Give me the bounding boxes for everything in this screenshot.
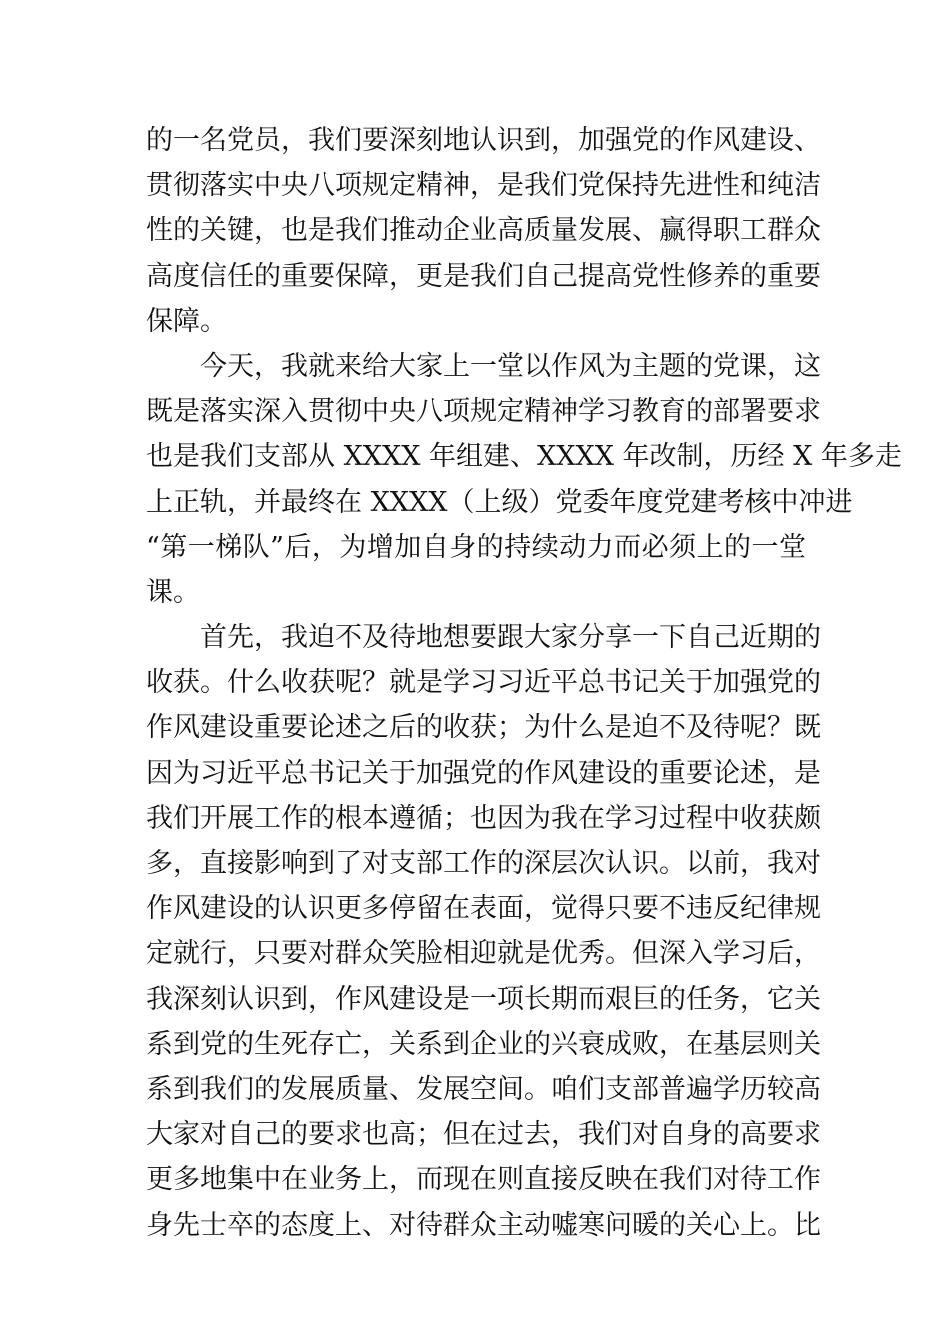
paragraph-3-line-10: 系到党的生死存亡，关系到企业的兴衰成败，在基层则关 (146, 1028, 821, 1060)
paragraph-2-line-1: 今天，我就来给大家上一堂以作风为主题的党课，这 (200, 350, 821, 382)
paragraph-1-line-2: 贯彻落实中央八项规定精神，是我们党保持先进性和纯洁 (146, 170, 821, 202)
paragraph-3-line-14: 身先士卒的态度上、对待群众主动嘘寒问暖的关心上。比 (146, 1209, 821, 1241)
paragraph-1-line-4: 高度信任的重要保障，更是我们自己提高党性修养的重要 (146, 260, 821, 292)
paragraph-1-line-3: 性的关键，也是我们推动企业高质量发展、赢得职工群众 (146, 215, 821, 247)
paragraph-3-line-5: 我们开展工作的根本遵循；也因为我在学习过程中收获颇 (146, 802, 821, 834)
paragraph-1-line-1: 的一名党员，我们要深刻地认识到，加强党的作风建设、 (146, 125, 821, 156)
paragraph-3-line-2: 收获。什么收获呢？就是学习习近平总书记关于加强党的 (146, 667, 821, 699)
paragraph-2-line-3: 也是我们支部从 XXXX 年组建、XXXX 年改制，历经 X 年多走 (146, 441, 902, 473)
paragraph-3-line-7: 作风建设的认识更多停留在表面，觉得只要不违反纪律规 (146, 893, 821, 925)
paragraph-3-line-4: 因为习近平总书记关于加强党的作风建设的重要论述，是 (146, 757, 821, 789)
paragraph-3-line-13: 更多地集中在业务上，而现在则直接反映在我们对待工作 (146, 1164, 821, 1196)
paragraph-2-line-5: “第一梯队”后，为增加自身的持续动力而必须上的一堂 (146, 531, 806, 563)
paragraph-1-line-5: 保障。 (146, 305, 227, 337)
paragraph-2-line-2: 既是落实深入贯彻中央八项规定精神学习教育的部署要求 (146, 396, 821, 428)
document-body (146, 118, 902, 1248)
paragraph-3-line-9: 我深刻认识到，作风建设是一项长期而艰巨的任务，它关 (146, 983, 821, 1015)
paragraph-3-line-3: 作风建设重要论述之后的收获；为什么是迫不及待呢？既 (146, 712, 821, 744)
paragraph-3-line-6: 多，直接影响到了对支部工作的深层次认识。以前，我对 (146, 848, 821, 879)
paragraph-3-line-8: 定就行，只要对群众笑脸相迎就是优秀。但深入学习后， (146, 938, 821, 970)
paragraph-3-line-1: 首先，我迫不及待地想要跟大家分享一下自己近期的 (200, 622, 821, 654)
paragraph-3-line-12: 大家对自己的要求也高；但在过去，我们对自身的高要求 (146, 1119, 821, 1151)
paragraph-2-line-6: 课。 (146, 576, 200, 608)
paragraph-2-line-4: 上正轨，并最终在 XXXX（上级）党委年度党建考核中冲进 (146, 486, 853, 518)
paragraph-3-line-11: 系到我们的发展质量、发展空间。咱们支部普遍学历较高 (146, 1073, 821, 1105)
